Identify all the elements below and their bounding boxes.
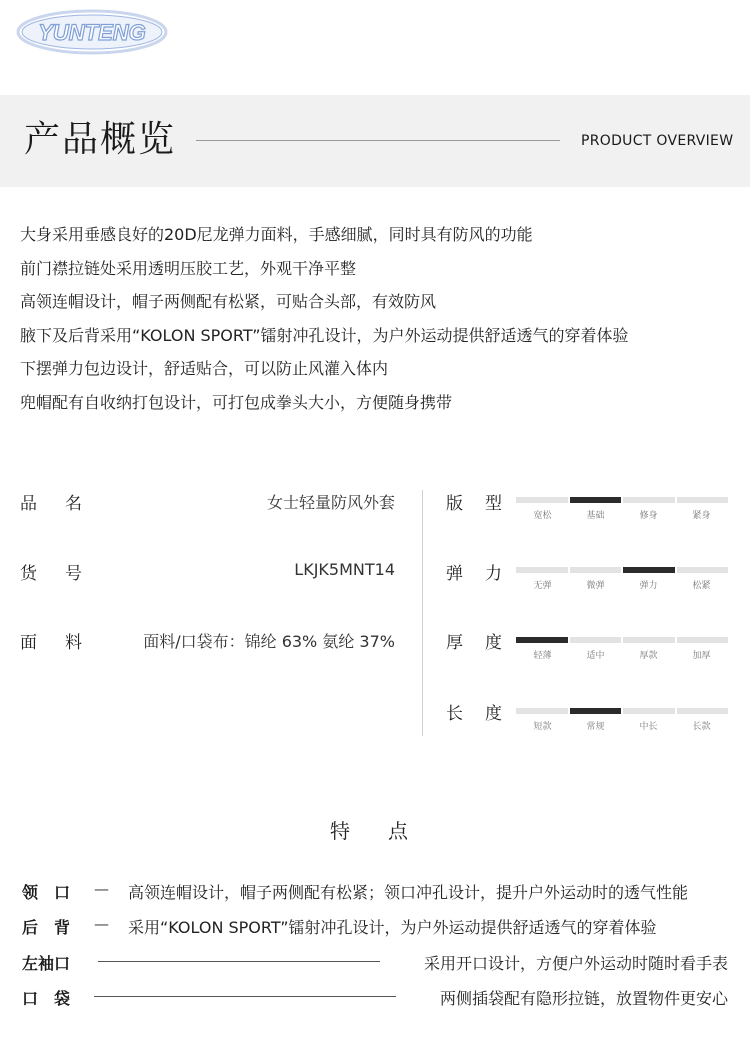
overview-title: 产品概览	[24, 119, 177, 160]
scale-option: 加厚	[692, 651, 711, 661]
scale-segment	[570, 567, 622, 573]
scale-segment	[677, 708, 729, 714]
scale-option: 适中	[586, 651, 605, 661]
scale-label: 弹 力	[446, 564, 502, 584]
features-title: 特点	[330, 819, 446, 843]
scale-label: 版 型	[446, 494, 502, 514]
spec-divider	[422, 490, 423, 736]
scale-segment	[623, 708, 675, 714]
scale-segment	[570, 497, 622, 503]
feature-text-collar: 高领连帽设计，帽子两侧配有松紧；领口冲孔设计，提升户外运动时的透气性能	[128, 883, 689, 902]
description-line: 腋下及后背采用“KOLON SPORT”镭射冲孔设计，为户外运动提供舒适透气的穿着体验	[20, 325, 629, 345]
scale-segment	[516, 567, 568, 573]
scale-segment	[623, 497, 675, 503]
scale-option: 无弹	[533, 581, 552, 591]
feature-text-left-cuff: 采用开口设计，方便户外运动时随时看手表	[423, 954, 728, 973]
scale-segment	[677, 637, 729, 643]
scale-bar	[516, 497, 728, 503]
scale-option: 紧身	[692, 511, 711, 521]
spec-value-material: 面料/口袋布：锦纶 63% 氨纶 37%	[143, 632, 395, 651]
description-line: 下摆弹力包边设计，舒适贴合，可以防止风灌入体内	[20, 359, 389, 378]
scale-option: 轻薄	[533, 651, 552, 661]
scale-option: 厚款	[639, 651, 658, 661]
scale-segment	[570, 708, 622, 714]
scale-option: 短款	[533, 722, 552, 732]
scale-label: 厚 度	[446, 633, 502, 653]
scale-segment	[516, 708, 568, 714]
svg-text:YUNTENG: YUNTENG	[38, 20, 146, 45]
scale-option: 松紧	[692, 581, 711, 591]
spec-label-sku: 货 号	[20, 564, 82, 584]
feature-text-pocket: 两侧插袋配有隐形拉链，放置物件更安心	[439, 989, 728, 1008]
scale-segment	[516, 637, 568, 643]
scale-option: 修身	[639, 511, 658, 521]
feature-label-pocket: 口 袋	[22, 989, 70, 1008]
scale-options	[516, 510, 728, 522]
brand-logo	[14, 8, 170, 56]
scale-bar	[516, 637, 728, 643]
scale-option: 中长	[639, 722, 658, 732]
feature-text-back: 采用“KOLON SPORT”镭射冲孔设计，为户外运动提供舒适透气的穿着体验	[128, 918, 657, 937]
scale-option: 微弹	[586, 581, 605, 591]
description-line: 兜帽配有自收纳打包设计，可打包成拳头大小，方便随身携带	[20, 392, 453, 412]
overview-subtitle: PRODUCT OVERVIEW	[581, 133, 734, 149]
scale-option: 常规	[586, 722, 605, 732]
scale-option: 基础	[586, 511, 605, 521]
scale-options	[516, 580, 728, 592]
scale-segment	[516, 497, 568, 503]
scale-segment	[677, 497, 729, 503]
scale-segment	[623, 567, 675, 573]
scale-bar	[516, 708, 728, 714]
description-line: 大身采用垂感良好的20D尼龙弹力面料，手感细腻，同时具有防风的功能	[20, 225, 533, 244]
scale-option: 弹力	[639, 581, 658, 591]
scale-option: 长款	[692, 722, 711, 732]
overview-divider	[196, 140, 560, 141]
spec-value-name: 女士轻量防风外套	[266, 493, 395, 512]
scale-segment	[623, 637, 675, 643]
description-line: 高领连帽设计，帽子两侧配有松紧，可贴合头部，有效防风	[20, 292, 437, 311]
feature-label-left-cuff: 左袖口	[22, 954, 71, 973]
spec-label-name: 品 名	[20, 494, 82, 514]
scale-bar	[516, 567, 728, 573]
spec-label-material: 面 料	[20, 633, 82, 653]
product-description	[20, 218, 740, 419]
feature-dash: —	[94, 915, 109, 933]
feature-label-collar: 领 口	[22, 883, 70, 902]
feature-leader-line	[98, 961, 380, 962]
spec-value-sku: LKJK5MNT14	[294, 560, 395, 579]
description-line: 前门襟拉链处采用透明压胶工艺，外观干净平整	[20, 258, 357, 278]
feature-dash: —	[94, 880, 109, 898]
feature-leader-line	[94, 996, 396, 997]
scale-segment	[570, 637, 622, 643]
scale-segment	[677, 567, 729, 573]
scale-options	[516, 721, 728, 733]
feature-label-back: 后 背	[22, 918, 70, 937]
scale-label: 长 度	[446, 704, 502, 724]
scale-options	[516, 650, 728, 662]
scale-option: 宽松	[533, 511, 552, 521]
